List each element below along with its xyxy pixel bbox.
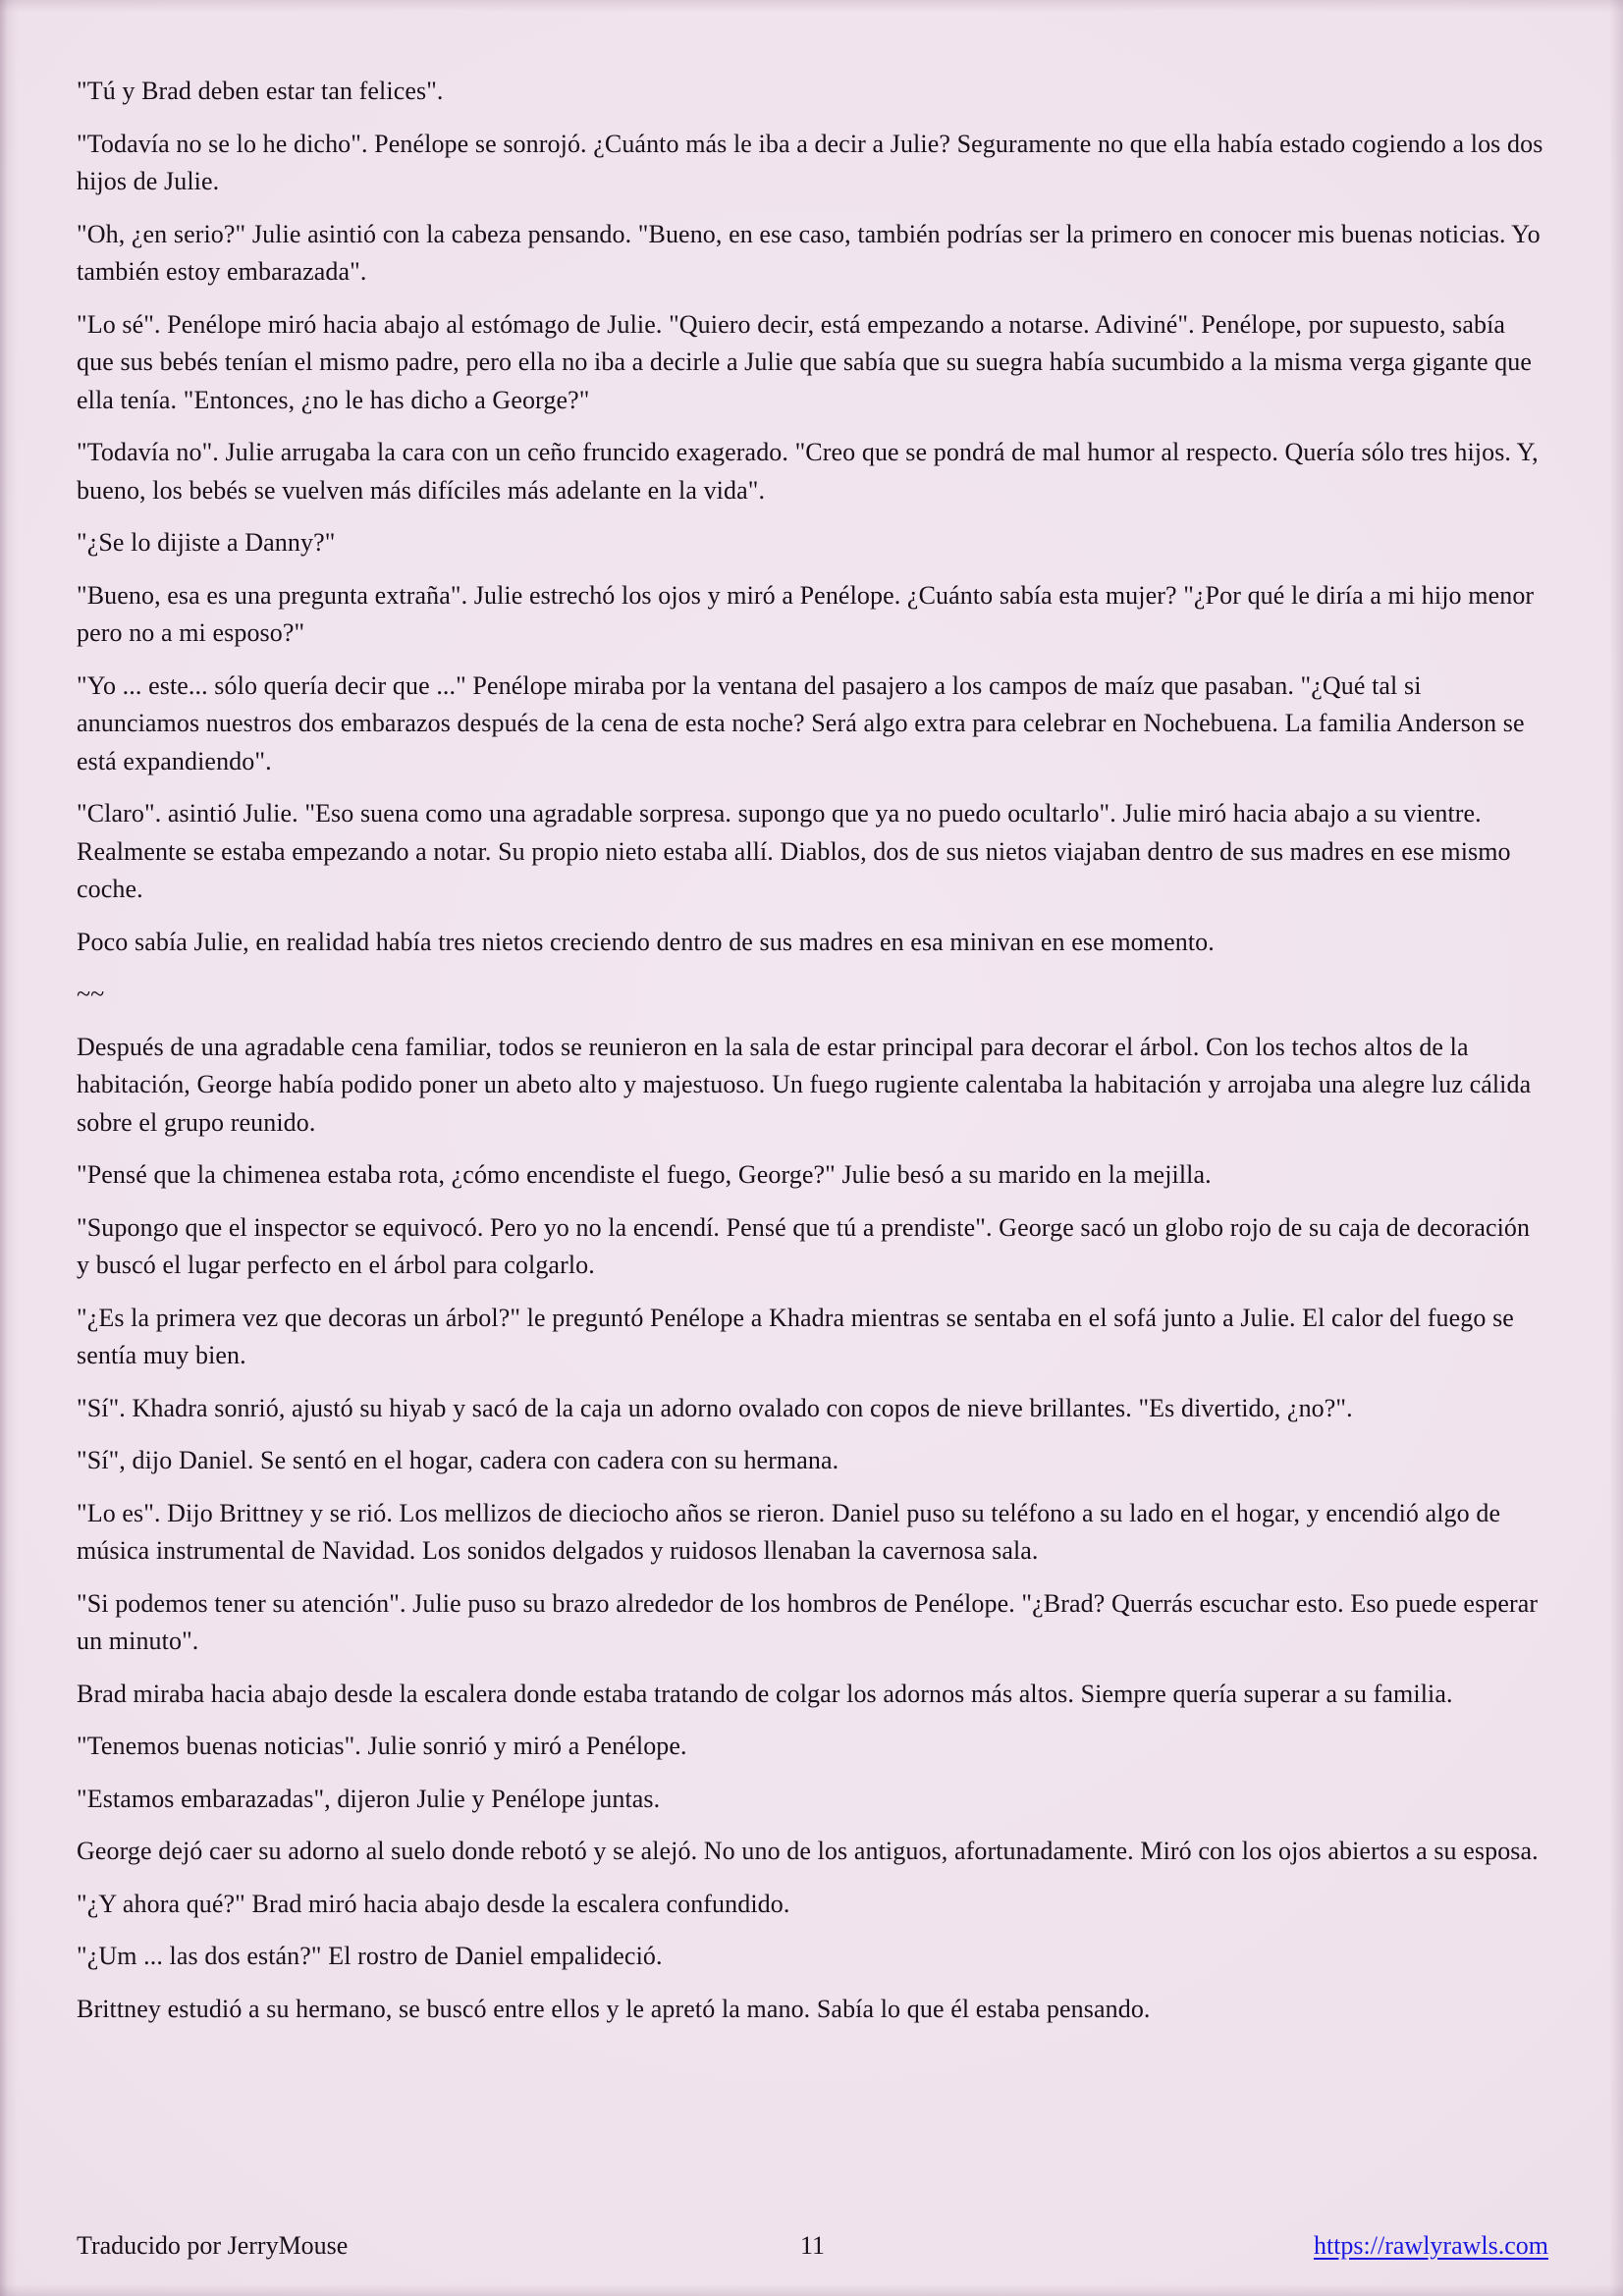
paragraph: "Estamos embarazadas", dijeron Julie y Penélope juntas.	[77, 1784, 661, 1813]
footer-link[interactable]: https://rawlyrawls.com	[1313, 2231, 1548, 2260]
paragraph: Después de una agradable cena familiar, todos se reunieron en la sala de estar principal para decorar el árbol. Con los techos altos de la habitación, George había podido poner un abeto alto y majestuoso. Un fuego rugiente calentaba la habitación y arrojaba una alegre luz cálida sobre el grupo reunido.	[77, 1032, 1532, 1137]
story-text	[77, 73, 1548, 2043]
paragraph: "Todavía no". Julie arrugaba la cara con un ceño fruncido exagerado. "Creo que se pondrá de mal humor al respecto. Quería sólo tres hijos. Y, bueno, los bebés se vuelven más difíciles más adelante en la vida".	[77, 438, 1539, 505]
paragraph: "Tú y Brad deben estar tan felices".	[77, 77, 444, 105]
paragraph: "Tenemos buenas noticias". Julie sonrió y miró a Penélope.	[77, 1732, 687, 1760]
page-number: 11	[799, 2231, 826, 2260]
paragraph: Brittney estudió a su hermano, se buscó entre ellos y le apretó la mano. Sabía lo que él estaba pensando.	[77, 1994, 1151, 2023]
paragraph: "Sí", dijo Daniel. Se sentó en el hogar, cadera con cadera con su hermana.	[77, 1446, 839, 1474]
paragraph: "Oh, ¿en serio?" Julie asintió con la cabeza pensando. "Bueno, en ese caso, también podrías ser la primero en conocer mis buenas noticias. Yo también estoy embarazada".	[77, 219, 1541, 286]
section-separator: ~~	[77, 980, 105, 1008]
paragraph: Poco sabía Julie, en realidad había tres nietos creciendo dentro de sus madres en esa minivan en ese momento.	[77, 927, 1215, 956]
paragraph: "¿Se lo dijiste a Danny?"	[77, 528, 336, 557]
paragraph: "Supongo que el inspector se equivocó. Pero yo no la encendí. Pensé que tú a prendiste". George sacó un globo rojo de su caja de decoración y buscó el lugar perfecto en el árbol para colgarlo.	[77, 1212, 1531, 1279]
paragraph: "Sí". Khadra sonrió, ajustó su hiyab y sacó de la caja un adorno ovalado con copos de nieve brillantes. "Es divertido, ¿no?".	[77, 1393, 1353, 1422]
paragraph: "¿Es la primera vez que decoras un árbol?" le preguntó Penélope a Khadra mientras se sentaba en el sofá junto a Julie. El calor del fuego se sentía muy bien.	[77, 1303, 1514, 1369]
paragraph: "Lo sé". Penélope miró hacia abajo al estómago de Julie. "Quiero decir, está empezando a notarse. Adiviné". Penélope, por supuesto, sabía que sus bebés tenían el mismo padre, pero ella no iba a decirle a Julie que sabía que su suegra había sucumbido a la misma verga gigante que ella tenía. "Entonces, ¿no le has dicho a George?"	[77, 309, 1533, 414]
page-footer	[77, 2227, 1548, 2265]
paragraph: "Lo es". Dijo Brittney y se rió. Los mellizos de dieciocho años se rieron. Daniel puso su teléfono a su lado en el hogar, y encendió algo de música instrumental de Navidad. Los sonidos delgados y ruidosos llenaban la cavernosa sala.	[77, 1498, 1501, 1565]
paragraph: Brad miraba hacia abajo desde la escalera donde estaba tratando de colgar los adornos más altos. Siempre quería superar a su familia.	[77, 1679, 1453, 1708]
paragraph: "¿Um ... las dos están?" El rostro de Daniel empalideció.	[77, 1942, 663, 1970]
paragraph: "Claro". asintió Julie. "Eso suena como una agradable sorpresa. supongo que ya no puedo ocultarlo". Julie miró hacia abajo a su vientre. Realmente se estaba empezando a notar. Su propio nieto estaba allí. Diablos, dos de sus nietos viajaban dentro de sus madres en ese mismo coche.	[77, 799, 1511, 903]
paragraph: "Si podemos tener su atención". Julie puso su brazo alrededor de los hombros de Penélope. "¿Brad? Querrás escuchar esto. Eso puede esperar un minuto".	[77, 1588, 1539, 1655]
translator-credit: Traducido por JerryMouse	[77, 2231, 349, 2260]
paragraph: "Yo ... este... sólo quería decir que ..." Penélope miraba por la ventana del pasajero a los campos de maíz que pasaban. "¿Qué tal si anunciamos nuestros dos embarazos después de la cena de esta noche? Será algo extra para celebrar en Nochebuena. La familia Anderson se está expandiendo".	[77, 670, 1525, 775]
paragraph: "Pensé que la chimenea estaba rota, ¿cómo encendiste el fuego, George?" Julie besó a su marido en la mejilla.	[77, 1160, 1212, 1189]
paragraph: George dejó caer su adorno al suelo donde rebotó y se alejó. No uno de los antiguos, afortunadamente. Miró con los ojos abiertos a su esposa.	[77, 1837, 1539, 1865]
paragraph: "Bueno, esa es una pregunta extraña". Julie estrechó los ojos y miró a Penélope. ¿Cuánto sabía esta mujer? "¿Por qué le diría a mi hijo menor pero no a mi esposo?"	[77, 580, 1535, 647]
paragraph: "¿Y ahora qué?" Brad miró hacia abajo desde la escalera confundido.	[77, 1889, 790, 1918]
paragraph: "Todavía no se lo he dicho". Penélope se sonrojó. ¿Cuánto más le iba a decir a Julie? Seguramente no que ella había estado cogiendo a los dos hijos de Julie.	[77, 129, 1543, 195]
